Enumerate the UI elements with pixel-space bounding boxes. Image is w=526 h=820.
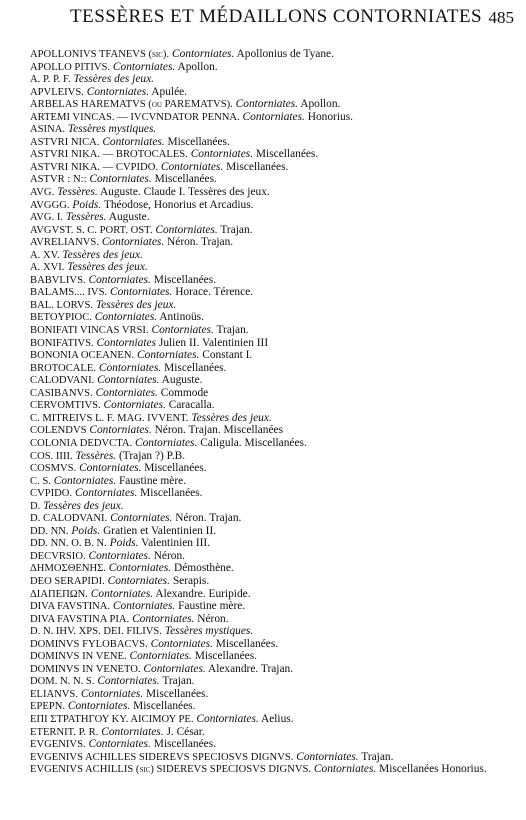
entry-category: Tessères mystiques. [164,625,254,638]
entry-category: Poids. [71,524,101,537]
entry-lemma: ETERNIT. P. R. [30,726,99,738]
entry-category: Contorniates. [90,587,154,600]
entry-category: Poids. [109,537,139,550]
entry-description: Néron. Trajan. [167,236,234,249]
entry-description: Néron. [197,612,229,625]
index-entry [30,173,510,186]
entry-lemma: EVGENIVS ACHILLES SIDEREVS SPECIOSVS DIGNVS. [30,751,294,763]
entry-category: Contorniates. [67,700,131,713]
index-entry [30,349,510,362]
entry-description: Théodose, Honorius et Arcadius. [103,198,254,211]
entry-description: Miscellanées. [194,650,257,663]
entry-description: Miscellanées. [154,173,217,186]
entry-lemma: APOLLONIVS TFANEVS (sic). [30,49,170,60]
entry-category: Contorniates. [151,324,214,337]
entry-description: Néron. Trajan. [175,512,242,525]
index-entry [30,286,510,299]
index-entry [30,211,510,224]
entry-lemma: AVGVST. S. C. PORT. OST. [30,224,153,236]
entry-description: Trajan. [361,750,394,763]
index-entry [30,763,510,777]
index-entry [30,236,510,249]
entry-lemma: BONIFATIVS. [30,337,94,349]
entry-description: Auguste. Claude I. Tessères des jeux. [99,186,270,199]
entry-description: Apollon. [300,98,341,111]
entry-description: Alexandre. Euripide. [155,587,251,600]
index-entry [30,713,510,726]
entry-description: Auguste. [108,211,150,224]
entry-category: Poids. [72,198,102,211]
entry-description: Faustine mère. [118,474,187,487]
entry-lemma: COLONIA DEDVCTA. [30,437,133,449]
entry-lemma: EPEPN. [30,701,66,713]
entry-category: Tessères des jeux. [95,298,177,311]
entry-lemma: EVGENIVS ACHILLIS (sic) SIDEREVS SPECIOSVS DIGNVS. [30,764,312,776]
index-entry [30,700,510,713]
entry-description: Julien II. Valentinien III [158,336,269,349]
entry-description: Démosthène. [174,562,234,575]
entry-lemma: DOMINVS IN VENETO. [30,663,141,675]
entry-category: Contorniates. [101,236,165,249]
index-entry [30,675,510,688]
entry-description: Miscellanées Honorius. [379,763,487,776]
entry-description: Miscellanées. [153,738,216,751]
entry-lemma: A. XVI. [30,262,65,274]
page-number: 485 [488,8,514,27]
entry-description: Miscellanées. [215,637,279,650]
index-entry [30,148,510,161]
entry-lemma: BAL. LORVS. [30,299,94,311]
entry-category: Contorniates. [74,487,138,500]
entry-description: Valentinien III. [141,537,211,550]
index-entry [30,588,510,601]
index-entry [30,487,510,500]
index-entry [30,374,510,387]
entry-description: (Trajan ?) P.B. [119,449,186,462]
index-entry [30,299,510,312]
entry-lemma: ΔΗΜΟΣΘΕΝΗΣ. [30,563,106,575]
entry-category: Contorniates. [135,436,198,449]
index-entry [30,161,510,174]
entry-lemma: COS. IIII. [30,450,73,462]
entry-category: Contorniates. [97,374,160,387]
entry-category: Contorniates. [129,650,192,663]
entry-lemma: D. CALODVANI. [30,513,108,525]
index-entry [30,462,510,475]
entry-lemma: DOMINVS FYLOBACVS. [30,638,148,650]
entry-category: Contorniates. [79,462,142,475]
entry-description: Miscellanées. [144,462,207,475]
entry-lemma: CASIBANVS. [30,387,93,399]
entry-lemma: CALODVANI. [30,375,95,387]
entry-lemma: COLENDVS [30,425,87,437]
index-entry [30,362,510,375]
index-entry [30,424,510,437]
index-entry [30,537,510,550]
entry-description: Faustine mère. [178,600,246,613]
index-entry [30,613,510,626]
index-entry [30,512,510,525]
entry-lemma: ELIANVS. [30,688,78,700]
index-entry [30,199,510,212]
index-entry [30,123,510,136]
index-entry [30,562,510,575]
index-entry [30,311,510,324]
index-entry [30,387,510,400]
index-entry [30,86,510,99]
entry-category: Contorniates. [190,148,254,161]
entry-category: Tessères des jeux. [67,261,148,274]
entry-description: Alexandre. Trajan. [207,662,294,675]
entry-list [30,48,510,777]
entry-lemma: ARTEMI VINCAS. — IVCVNDATOR PENNA. [30,111,240,123]
index-entry [30,525,510,538]
index-entry [30,249,510,262]
entry-category: Contorniates. [86,85,150,98]
entry-category: Contorniates. [196,712,259,725]
index-entry [30,274,510,287]
entry-description: Aelius. [260,712,294,725]
entry-lemma: APOLLO PITIVS. [30,61,111,73]
index-entry [30,475,510,488]
entry-category: Contorniates. [112,60,176,73]
entry-description: Apollonius de Tyane. [236,48,334,60]
index-entry [30,437,510,450]
index-entry [30,186,510,199]
index-entry [30,337,510,350]
entry-category: Contorniates. [89,424,152,437]
entry-category: Contorniates. [53,474,117,487]
entry-category: Tessères. [57,186,98,199]
entry-category: Contorniates [96,336,157,349]
entry-description: Miscellanées. [226,160,289,173]
entry-description: Horace. Térence. [175,286,254,299]
index-entry [30,48,510,61]
entry-lemma: ASINA. [30,124,66,136]
entry-category: Contorniates. [296,750,359,763]
index-entry [30,751,510,764]
entry-lemma: A. XV. [30,249,60,261]
entry-lemma: DIVA FAVSTINA. [30,601,111,613]
entry-lemma: DOMINVS IN VENE. [30,651,127,663]
entry-category: Contorniates. [94,311,158,324]
entry-category: Tessères. [75,449,117,462]
entry-category: Contorniates. [110,512,173,525]
page-header [0,4,526,34]
entry-category: Contorniates. [89,173,152,186]
entry-category: Contorniates. [150,637,213,650]
entry-category: Contorniates. [88,549,151,562]
entry-description: Miscellanées. [140,487,203,500]
entry-description: Constant I. [202,349,253,362]
index-entry [30,663,510,676]
entry-description: Miscellanées. [255,148,319,161]
entry-lemma: CERVOMTIVS. [30,400,101,412]
index-entry [30,688,510,701]
index-entry [30,399,510,412]
index-entry [30,412,510,425]
entry-lemma: ΔΙΑΠΕΠΩΝ. [30,588,88,600]
index-entry [30,73,510,86]
entry-category: Contorniates. [313,763,377,776]
entry-lemma: COSMVS. [30,463,77,475]
entry-category: Contorniates. [108,562,172,575]
entry-category: Contorniates. [88,738,151,751]
entry-lemma: D. [30,500,41,512]
entry-lemma: C. MITREIVS L. F. MAG. IVVENT. [30,412,189,424]
entry-description: Gratien et Valentinien II. [103,524,217,537]
entry-lemma: AVG. [30,187,55,199]
entry-lemma: BALAMS.... IVS. [30,287,108,299]
entry-description: Miscellanées. [167,135,230,148]
index-entry [30,98,510,111]
entry-lemma: EVGENIVS. [30,739,86,751]
index-entry [30,500,510,513]
entry-description: Apulée. [151,85,188,98]
entry-description: Caracalla. [168,399,215,412]
index-entry [30,638,510,651]
entry-lemma: A. P. P. F. [30,74,71,86]
entry-lemma: AVGGG. [30,199,70,211]
index-entry [30,61,510,74]
entry-category: Contorniates. [88,273,151,286]
entry-lemma: BETOYPIOC. [30,312,92,324]
entry-lemma: APVLEIVS. [30,86,84,98]
entry-category: Tessères mystiques. [67,123,157,136]
entry-category: Tessères des jeux. [62,248,143,261]
running-title: TESSÈRES ET MÉDAILLONS CONTORNIATES [70,6,483,27]
entry-lemma: ARBELAS HAREMATVS (ou PAREMATVS). [30,99,233,111]
entry-lemma: ΕΠΙ ΣΤΡΑΤΗΓΟΥ ΚΥ. ΑΙCΙΜΟΥ ΡΕ. [30,713,194,725]
entry-lemma: C. S. [30,475,51,487]
index-entry [30,600,510,613]
entry-category: Contorniates. [102,135,165,148]
entry-description: Apollon. [177,60,218,73]
index-entry [30,726,510,739]
entry-lemma: AVG. I. [30,212,64,224]
entry-category: Contorniates. [235,98,298,111]
index-entry [30,224,510,237]
entry-description: Miscellanées. [164,361,227,374]
entry-category: Contorniates. [101,725,164,738]
entry-category: Tessères des jeux. [73,73,154,86]
entry-category: Contorniates. [80,687,144,700]
index-entry [30,136,510,149]
entry-lemma: AVRELIANVS. [30,237,99,249]
entry-category: Contorniates. [160,160,224,173]
entry-description: Auguste. [161,374,203,387]
entry-lemma: ASTVRI NICA. [30,136,100,148]
entry-lemma: BONONIA OCEANEN. [30,350,135,362]
entry-description: Miscellanées. [146,687,209,700]
entry-lemma: DD. NN. [30,525,69,537]
index-entry [30,111,510,124]
entry-lemma: D. N. IHV. XPS. DEI. FILIVS. [30,626,162,638]
entry-category: Contorniates. [171,48,235,60]
entry-category: Contorniates. [103,399,166,412]
entry-category: Tessères des jeux. [43,499,124,512]
entry-category: Contorniates. [143,662,206,675]
entry-description: Miscellanées. [153,273,216,286]
entry-description: Trajan. [162,675,195,688]
entry-category: Contorniates. [132,612,195,625]
entry-description: Néron. Trajan. Miscellanées [154,424,284,437]
entry-lemma: DIVA FAVSTINA PIA. [30,613,130,625]
index-entry [30,575,510,588]
entry-lemma: DD. NN. O. B. N. [30,538,107,550]
entry-lemma: ASTVRI NIKA. — CVPIDO. [30,161,159,173]
entry-category: Tessères. [65,211,107,224]
entry-lemma: ASTVRI NIKA. — BROTOCALES. [30,149,188,161]
index-entry [30,450,510,463]
entry-description: Néron. [153,549,186,562]
index-entry [30,324,510,337]
entry-description: Caligula. Miscellanées. [200,436,307,449]
entry-lemma: DOM. N. N. S. [30,676,95,688]
index-entry [30,550,510,563]
entry-description: Serapis. [172,574,210,587]
entry-category: Contorniates. [98,361,162,374]
entry-category: Tessères des jeux. [191,411,272,424]
entry-description: J. César. [166,725,205,738]
entry-category: Contorniates. [242,110,305,123]
entry-lemma: BONIFATI VINCAS VRSI. [30,325,149,337]
entry-description: Honorius. [307,110,353,123]
entry-category: Contorniates. [155,223,218,236]
entry-description: Antinoüs. [159,311,204,324]
entry-lemma: DECVRSIO. [30,550,86,562]
entry-description: Trajan. [216,324,249,337]
entry-lemma: BROTOCALE. [30,362,97,374]
entry-category: Contorniates. [109,286,173,299]
entry-lemma: DEO SERAPIDI. [30,575,105,587]
index-entry [30,650,510,663]
entry-lemma: BABVLIVS. [30,274,86,286]
entry-description: Commode [160,386,209,399]
entry-category: Contorniates. [97,675,160,688]
entry-description: Miscellanées. [133,700,196,713]
entry-description: Trajan. [220,223,253,236]
entry-lemma: CVPIDO. [30,488,73,500]
index-entry [30,261,510,274]
entry-category: Contorniates. [137,349,200,362]
index-entry [30,738,510,751]
index-entry [30,625,510,638]
entry-category: Contorniates. [107,574,170,587]
entry-category: Contorniates. [112,600,176,613]
entry-lemma: ASTVR : N:: [30,174,87,186]
entry-category: Contorniates. [95,386,158,399]
